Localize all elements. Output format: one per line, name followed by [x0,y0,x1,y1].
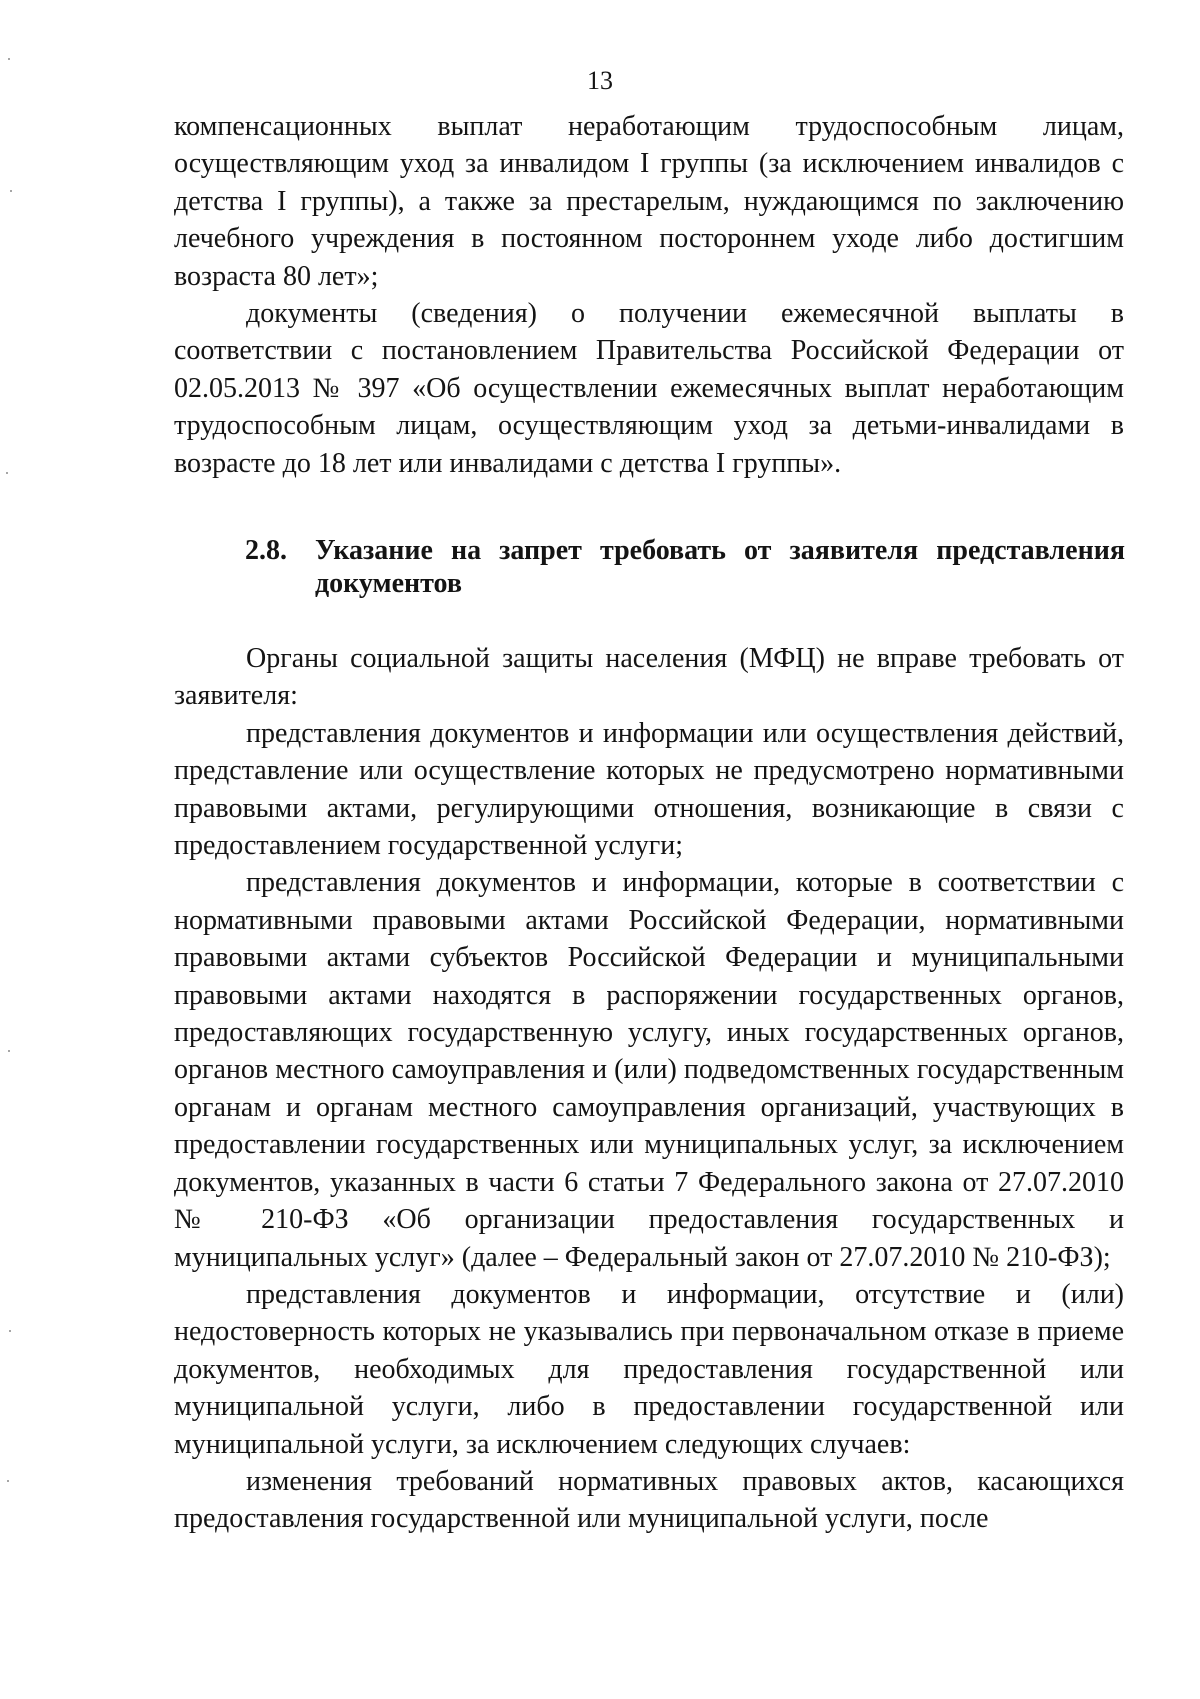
text-block-top [174,108,1124,482]
paragraph: представления документов и информации или осуществления действий, представление или осуществление которых не предусмотрено нормативными правовыми актами, регулирующими отношения, возникающие в связи с предоставлением государственной услуги; [174,717,1124,862]
scan-speck [6,472,8,474]
paragraph: изменения требований нормативных правовых актов, касающихся предоставления государственной или муниципальной услуги, после [174,1465,1124,1535]
section-heading [245,534,1125,600]
paragraph: представления документов и информации, которые в соответствии с нормативными правовыми актами Российской Федерации, нормативными правовыми актами субъектов Российской Федерации и муниципальными правовыми актами находятся в распоряжении государственных органов, предоставляющих государственную услугу, иных государственных органов, органов местного самоуправления и (или) подведомственных государственным органам и органам местного самоуправления организаций, участвующих в предоставлении государственных или муниципальных услуг, за исключением документов, указанных в части 6 статьи 7 Федерального закона от 27.07.2010 № 210-ФЗ «Об организации предоставления государственных и муниципальных услуг» (далее – Федеральный закон от 27.07.2010 № 210-ФЗ); [174,867,1124,1273]
section-number: 2.8. [245,535,287,566]
section-title: Указание на запрет требовать от заявителя представления документов [315,535,1125,599]
scan-speck [7,1480,9,1482]
text-block-main [174,640,1124,1538]
scan-speck [8,1050,10,1052]
scan-speck [8,58,10,60]
scan-speck [9,1330,11,1332]
paragraph: Органы социальной защиты населения (МФЦ) не вправе требовать от заявителя: [174,643,1124,712]
paragraph: компенсационных выплат неработающим трудоспособным лицам, осуществляющим уход за инвалидом I группы (за исключением инвалидов с детства I группы), а также за престарелым, нуждающимся по заключению лечебного учреждения в постоянном постороннем уходе либо достигшим возраста 80 лет»; [174,111,1124,292]
page-number: 13 [587,66,613,95]
paragraph: представления документов и информации, отсутствие и (или) недостоверность которых не указывались при первоначальном отказе в приеме документов, необходимых для предоставления государственной или муниципальной услуги, либо в предоставлении государственной или муниципальной услуги, за исключением следующих случаев: [174,1278,1124,1460]
paragraph: документы (сведения) о получении ежемесячной выплаты в соответствии с постановлением Правительства Российской Федерации от 02.05.2013 № 397 «Об осуществлении ежемесячных выплат неработающим трудоспособным лицам, осуществляющим уход за детьми-инвалидами в возрасте до 18 лет или инвалидами с детства I группы». [174,298,1124,479]
scan-speck [10,190,12,192]
